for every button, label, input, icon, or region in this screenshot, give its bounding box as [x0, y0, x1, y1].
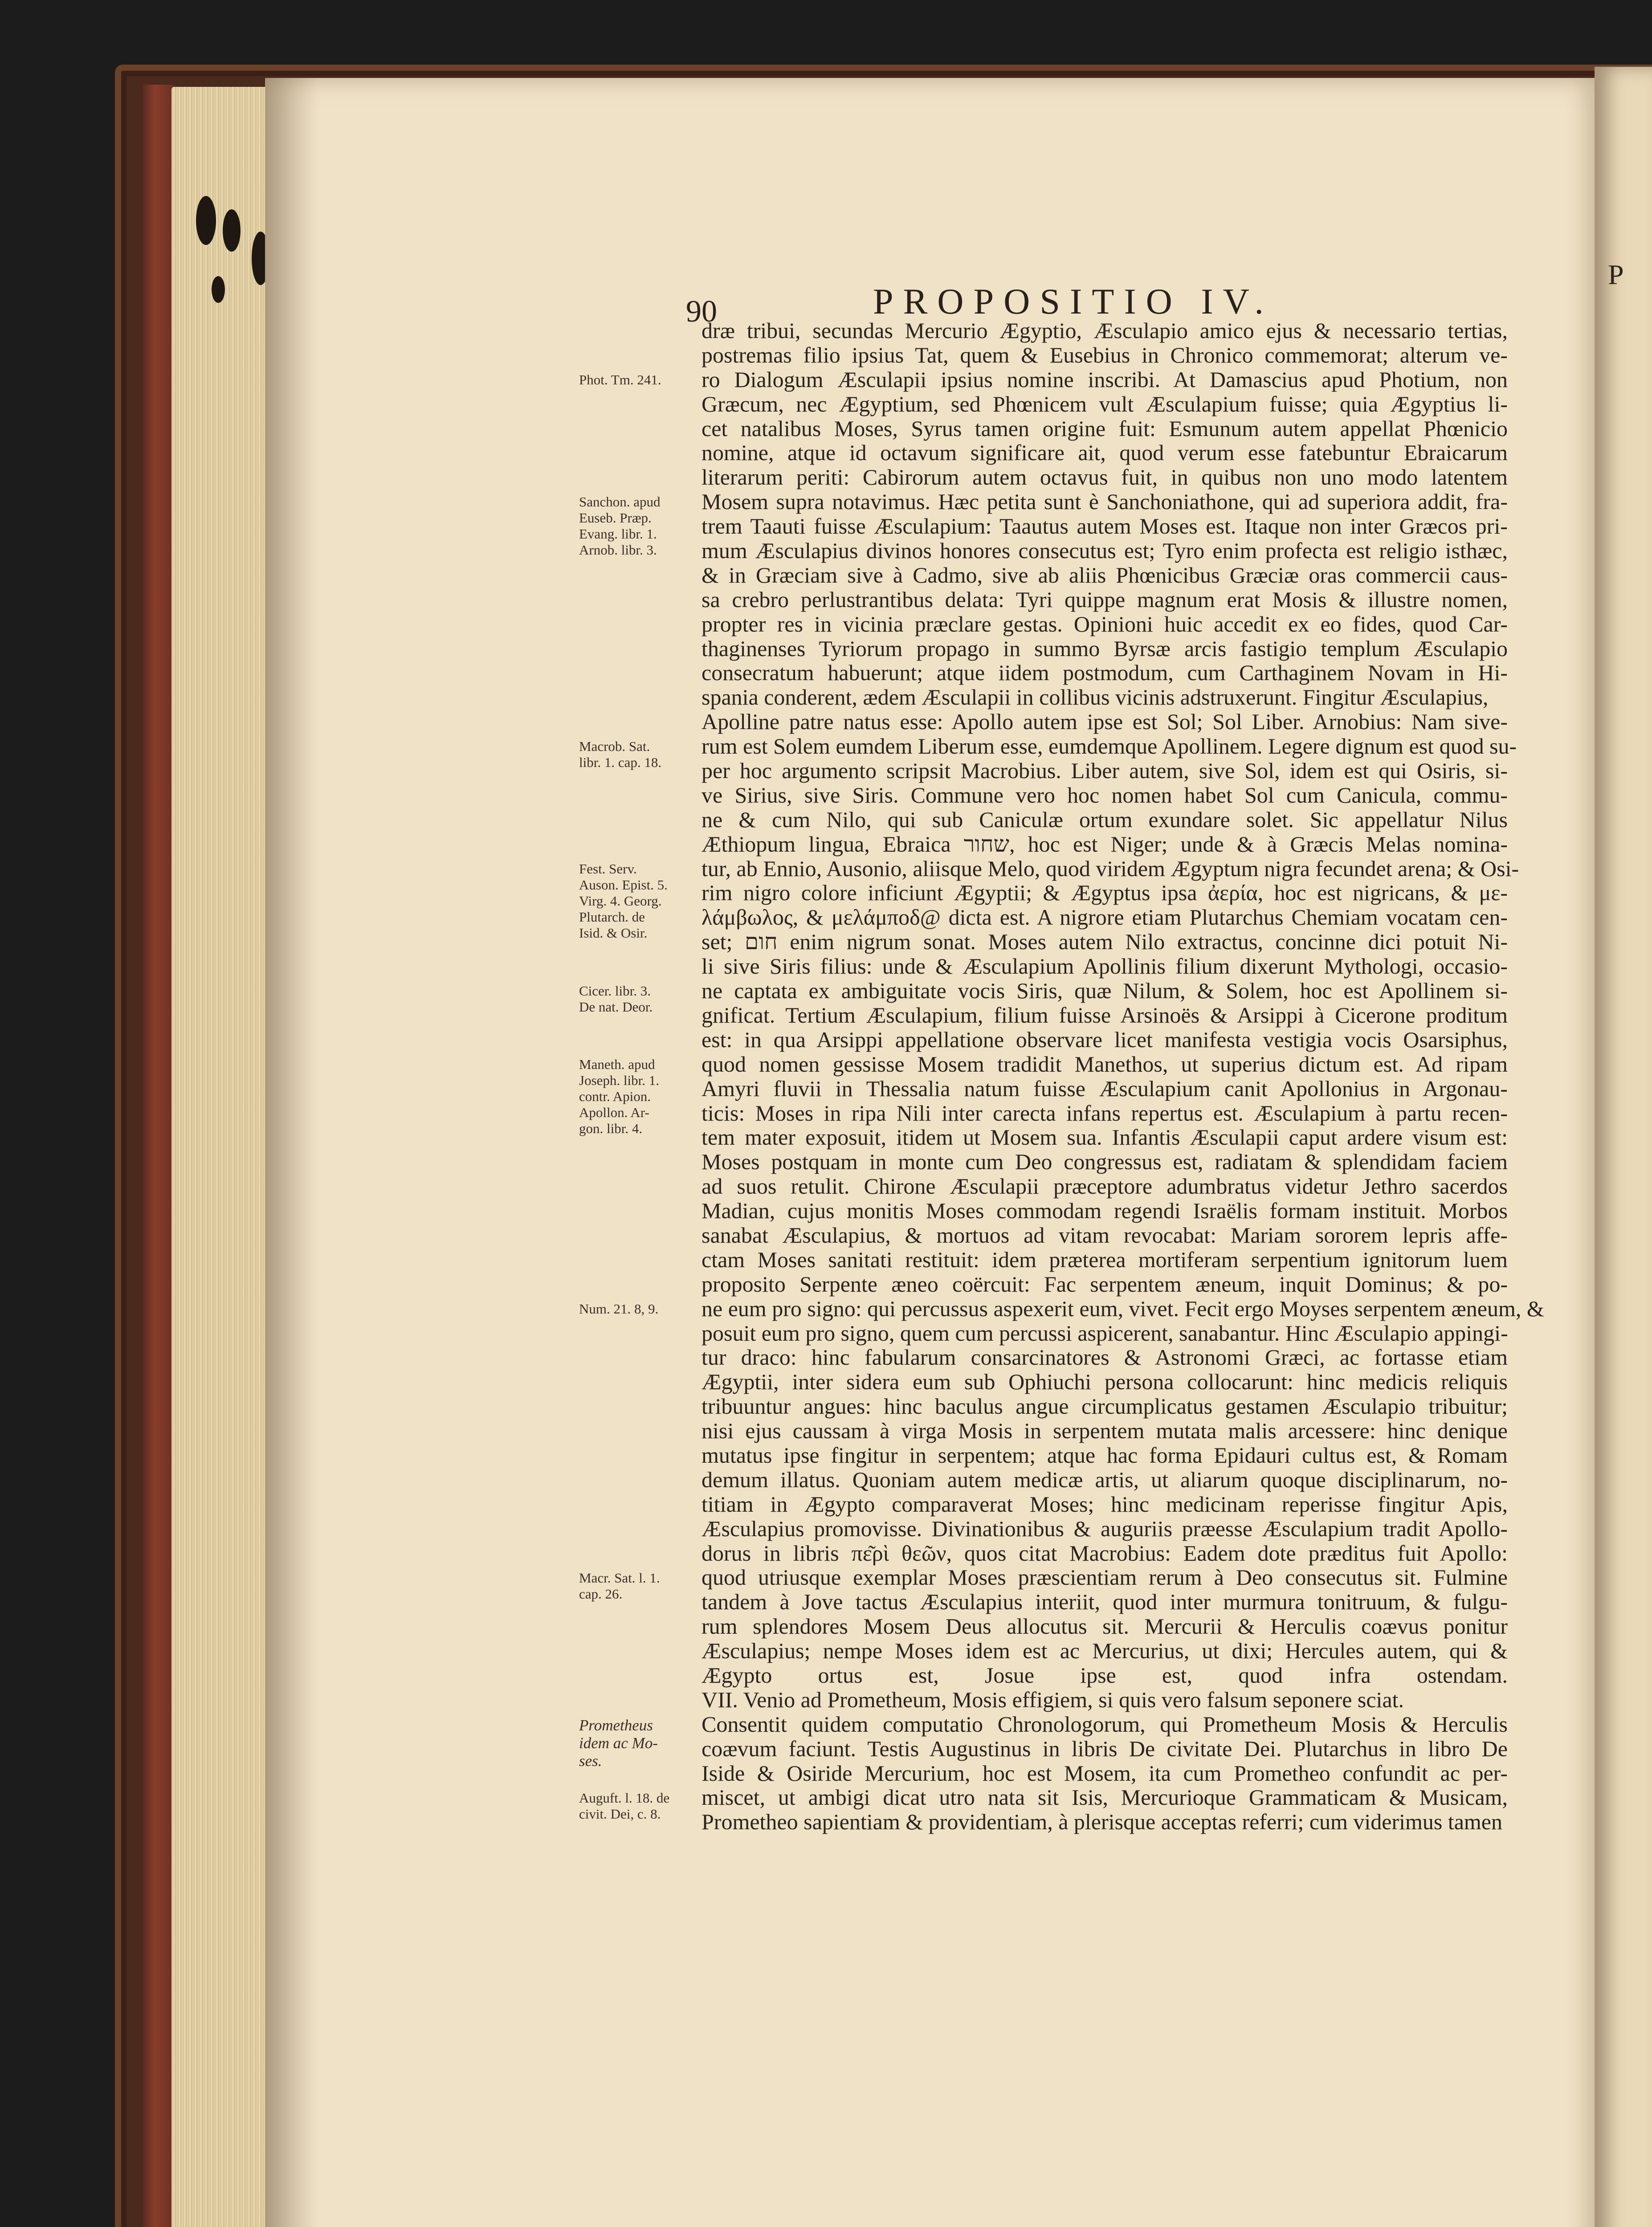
margin-note-line: Apollon. Ar- — [579, 1105, 649, 1120]
margin-note-line: Auguft. l. 18. de — [579, 1790, 670, 1806]
margin-note-line: Num. 21. 8, 9. — [579, 1301, 659, 1317]
text-line: demum illatus. Quoniam autem medicæ artis, ut aliarum quoque disciplinarum, no- — [702, 1467, 1508, 1492]
text-line: miscet, ut ambigi dicat utro nata sit Isis, Mercurioque Grammaticam & Musicam, — [702, 1785, 1508, 1810]
margin-note — [579, 1056, 695, 1137]
text-line: tandem à Jove tactus Æsculapius interiit, quod inter murmura tonitruum, & fulgu- — [702, 1589, 1508, 1615]
text-line: & in Græciam sive à Cadmo, sive ab aliis Phœnicibus Græciæ oras commercii caus- — [702, 562, 1508, 587]
text-line: spania conderent, ædem Æsculapii in collibus vicinis adstruxerunt. Fingitur Æsculapius, — [702, 685, 1489, 710]
text-line: propter res in vicinia præclare gestas. Opinioni huic accedit ex eo fides, quod Car- — [702, 611, 1508, 636]
text-line: tur, ab Ennio, Ausonio, aliisque Melo, quod viridem Ægyptum nigra fecundet arena; & Osi- — [702, 856, 1519, 881]
margin-note-line: Plutarch. de — [579, 909, 645, 925]
margin-note-line: contr. Apion. — [579, 1089, 651, 1104]
margin-note-line: Isid. & Osir. — [579, 925, 648, 941]
text-line: set; חום enim nigrum sonat. Moses autem Nilo extractus, concinne dici potuit Ni- — [702, 929, 1508, 954]
text-line: consecratum habuerunt; atque iidem postmodum, cum Carthaginem Novam in Hi- — [702, 660, 1508, 685]
text-line: coævum faciunt. Testis Augustinus in libris De civitate Dei. Plutarchus in libro De — [702, 1736, 1508, 1761]
gilt-page-edges — [171, 87, 267, 2227]
margin-note-line: Phot. Tm. 241. — [579, 371, 661, 387]
margin-note-line: idem ac Mo- — [579, 1734, 658, 1752]
margin-note-line: Auson. Epist. 5. — [579, 877, 668, 893]
text-line: Amyri fluvii in Thessalia natum fuisse Æsculapium canit Apollonius in Argonau- — [702, 1076, 1508, 1101]
margin-note-line: De nat. Deor. — [579, 999, 653, 1015]
text-line: ad suos retulit. Chirone Æsculapii præceptore adumbratus videtur Jethro sacerdos — [702, 1174, 1508, 1199]
text-line: ctam Moses sanitati restituit: idem præterea mortiferam serpentium ignitorum luem — [702, 1247, 1508, 1272]
text-line: tem mater exposuit, itidem ut Mosem sua. Infantis Æsculapii caput ardere visum est: — [702, 1125, 1508, 1150]
margin-note — [579, 1717, 695, 1770]
margin-note-line: Joseph. libr. 1. — [579, 1073, 659, 1088]
text-line: tur draco: hinc fabularum consarcinatores & Astronomi Græci, ac fortasse etiam — [702, 1345, 1508, 1370]
text-line: Iside & Osiride Mercurium, hoc est Mosem, ita cum Prometheo confundit ac per- — [702, 1760, 1508, 1786]
text-line: quod nomen gessisse Mosem tradidit Manethos, ut superius dictum est. Ad ripam — [702, 1051, 1508, 1077]
text-line: mum Æsculapius divinos honores consecutus est; Tyro enim profecta est religio isthæc, — [702, 538, 1508, 563]
text-line: tribuuntur angues: hinc baculus angue circumplicatus gestamen Æsculapio tribuitur; — [702, 1394, 1508, 1419]
margin-note-line: libr. 1. cap. 18. — [579, 755, 662, 771]
facing-page-fragment: P — [1608, 259, 1628, 290]
text-line: proposito Serpente æneo coërcuit: Fac serpentem æneum, inquit Dominus; & po- — [702, 1271, 1508, 1297]
text-line: thaginenses Tyriorum propago in summo Byrsæ arcis fastigio templum Æsculapio — [702, 636, 1508, 661]
margin-note-line: Virg. 4. Georg. — [579, 893, 662, 909]
text-line: Ægyptii, inter sidera eum sub Ophiuchi persona collocarunt: hinc medicis reliquis — [702, 1369, 1508, 1395]
text-line: nisi ejus caussam à virga Mosis in serpentem mutata malis arcessere: hinc denique — [702, 1418, 1508, 1444]
running-head: PROPOSITIO IV. — [873, 281, 1273, 322]
margin-note-line: Cicer. libr. 3. — [579, 983, 651, 999]
margin-note-line: Macr. Sat. l. 1. — [579, 1570, 660, 1586]
text-line: rim nigro colore inficiunt Ægyptii; & Ægyptus ipsa ἀερία, hoc est nigricans, & με- — [702, 880, 1508, 905]
text-line: posuit eum pro signo, quem cum percussi aspicerent, sanabantur. Hinc Æsculapio appingi- — [702, 1320, 1508, 1346]
text-line: ticis: Moses in ripa Nili inter carecta infans repertus est. Æsculapium à partu recen- — [702, 1100, 1508, 1126]
text-line: Moses postquam in monte cum Deo congressus est, radiatam & splendidam faciem — [702, 1149, 1508, 1175]
text-line: ne eum pro signo: qui percussus aspexerit eum, vivet. Fecit ergo Moyses serpentem æneum, & — [702, 1296, 1544, 1321]
ink-stain — [223, 209, 241, 252]
text-line: ro Dialogum Æsculapii ipsius nomine inscribi. At Damascius apud Photium, non — [702, 367, 1508, 392]
text-line: ve Sirius, sive Siris. Commune vero hoc nomen habet Sol cum Canicula, commu- — [702, 782, 1508, 808]
text-line: Prometheo sapientiam & providentiam, à plerisque acceptas referri; cum viderimus tamen — [702, 1809, 1502, 1835]
text-line: dræ tribui, secundas Mercurio Ægyptio, Æsculapio amico ejus & necessario tertias, — [702, 318, 1508, 343]
text-line: nomine, atque id octavum significare ait, quod verum esse fatebuntur Ebraicarum — [702, 440, 1508, 465]
margin-note — [579, 983, 695, 1015]
text-line: cet natalibus Moses, Syrus tamen origine fuit: Esmunum autem appellat Phœnicio — [702, 416, 1508, 441]
text-line: sa crebro perlustrantibus delata: Tyri quippe magnum erat Mosis & illustre nomen, — [702, 587, 1508, 612]
ink-stain — [196, 196, 216, 245]
body-text — [702, 318, 1544, 1835]
margin-note — [579, 738, 695, 771]
facing-page — [1595, 67, 1652, 2227]
text-line: Græcum, nec Ægyptium, sed Phœnicem vult Æsculapium fuisse; quia Ægyptius li- — [702, 391, 1508, 416]
margin-note-line: gon. libr. 4. — [579, 1121, 643, 1136]
gutter-shadow — [265, 78, 318, 2227]
text-line: VII. Venio ad Prometheum, Mosis effigiem, si quis vero falsum seponere sciat. — [702, 1687, 1404, 1712]
text-line: dorus in libris πε͂ρὶ θεῶν, quos citat Macrobius: Eadem dote præditus fuit Apollo: — [702, 1540, 1508, 1566]
margin-note-line: Fest. Serv. — [579, 861, 637, 877]
margin-note-line: Macrob. Sat. — [579, 738, 650, 755]
text-line: titiam in Ægypto comparaverat Moses; hinc medicinam reperisse fingitur Apis, — [702, 1491, 1508, 1517]
margin-note — [579, 1301, 695, 1317]
text-line: rum est Solem eumdem Liberum esse, eumdemque Apollinem. Legere dignum est quod su- — [702, 734, 1517, 759]
book-spine-edge — [143, 85, 174, 2227]
margin-note — [579, 1790, 695, 1822]
text-line: literarum periti: Cabirorum autem octavus fuit, in quibus non uno modo latentem — [702, 465, 1508, 490]
text-line: Consentit quidem computatio Chronologorum, qui Prometheum Mosis & Herculis — [702, 1711, 1508, 1737]
margin-note — [579, 372, 695, 388]
text-line: λάμβωλος, & μελάμποδ@ dicta est. A nigrore etiam Plutarchus Chemiam vocatam cen- — [702, 905, 1508, 930]
margin-note-line: civit. Dei, c. 8. — [579, 1806, 661, 1822]
text-line: Æsculapius; nempe Moses idem est ac Mercurius, ut dixi; Hercules autem, qui & — [702, 1638, 1508, 1664]
margin-note-line: Arnob. libr. 3. — [579, 542, 657, 558]
text-line: postremas filio ipsius Tat, quem & Eusebius in Chronico commemorat; alterum ve- — [702, 342, 1508, 367]
margin-note-line: Maneth. apud — [579, 1056, 655, 1072]
margin-note — [579, 494, 695, 558]
margin-note — [579, 861, 695, 941]
ink-stain — [212, 276, 225, 303]
margin-note-line: Prometheus — [579, 1717, 653, 1734]
text-line: Æsculapius promovisse. Divinationibus & auguriis præesse Æsculapium tradit Apollo- — [702, 1516, 1508, 1541]
margin-note — [579, 1570, 695, 1602]
margin-note-line: Euseb. Præp. — [579, 510, 652, 526]
margin-note-line: ses. — [579, 1752, 602, 1770]
margin-note-line: Sanchon. apud — [579, 494, 661, 510]
text-line: Mosem supra notavimus. Hæc petita sunt è Sanchoniathone, qui ad superiora addit, fra- — [702, 489, 1508, 514]
text-line: quod utriusque exemplar Moses præscientiam rerum à Deo consecutus sit. Fulmine — [702, 1565, 1508, 1590]
text-line: est: in qua Arsippi appellatione observare licet manifesta vestigia vocis Osarsiphus, — [702, 1027, 1508, 1052]
text-line: Æthiopum lingua, Ebraica שחור, hoc est Niger; unde & à Græcis Melas nomina- — [702, 831, 1508, 857]
text-line: li sive Siris filius: unde & Æsculapium Apollinis filium dixerunt Mythologi, occasio- — [702, 954, 1508, 979]
margin-note-line: cap. 26. — [579, 1586, 623, 1602]
text-line: gnificat. Tertium Æsculapium, filium fuisse Arsinoës & Arsippi à Cicerone proditum — [702, 1002, 1508, 1028]
text-line: mutatus ipse fingitur in serpentem; atque hac forma Epidauri cultus est, & Romam — [702, 1442, 1508, 1468]
text-line: per hoc argumento scripsit Macrobius. Liber autem, sive Sol, idem est qui Osiris, si- — [702, 758, 1508, 783]
page-number: 90 — [686, 294, 717, 329]
text-line: sanabat Æsculapius, & mortuos ad vitam revocabat: Mariam sororem lepris affe- — [702, 1222, 1508, 1248]
text-line: trem Taauti fuisse Æsculapium: Taautus autem Moses est. Itaque non inter Græcos pri- — [702, 514, 1508, 539]
text-line: rum splendores Mosem Deus allocutus sit. Mercurii & Herculis coævus ponitur — [702, 1614, 1508, 1639]
text-line: Ægypto ortus est, Josue ipse est, quod infra ostendam. — [702, 1662, 1508, 1688]
text-line: Apolline patre natus esse: Apollo autem ipse est Sol; Sol Liber. Arnobius: Nam sive- — [702, 709, 1508, 734]
text-line: ne & cum Nilo, qui sub Caniculæ ortum exundare solet. Sic appellatur Nilus — [702, 807, 1508, 832]
text-line: ne captata ex ambiguitate vocis Siris, quæ Nilum, & Solem, hoc est Apollinem si- — [702, 978, 1508, 1003]
margin-note-line: Evang. libr. 1. — [579, 526, 657, 542]
text-line: Madian, cujus monitis Moses commodam regendi Israëlis formam instituit. Morbos — [702, 1198, 1508, 1224]
